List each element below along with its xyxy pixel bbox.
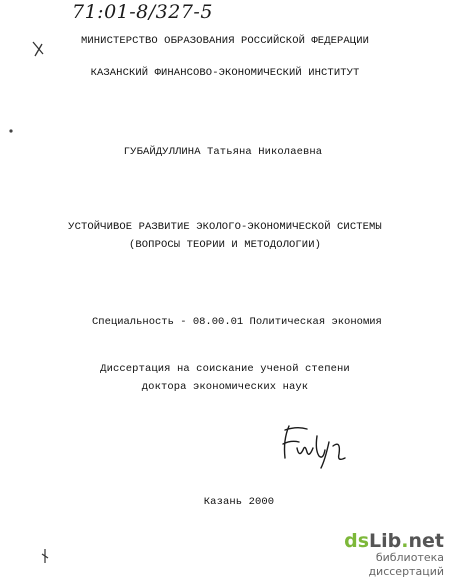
watermark-subtitle: библиотека диссертаций — [368, 551, 444, 578]
place-and-year: Казань 2000 — [203, 496, 275, 508]
scan-mark-icon — [40, 548, 50, 564]
dissertation-title-line-2: (ВОПРОСЫ ТЕОРИИ И МЕТОДОЛОГИИ) — [128, 239, 322, 251]
degree-line-2: доктора экономических наук — [141, 381, 309, 393]
watermark-logo: dsLib.net — [344, 530, 444, 552]
dissertation-title-line-1: УСТОЙЧИВОЕ РАЗВИТИЕ ЭКОЛОГО-ЭКОНОМИЧЕСКОЙ СИСТЕМЫ — [68, 221, 382, 233]
scan-dot-icon — [8, 128, 14, 134]
ministry-name: МИНИСТЕРСТВО ОБРАЗОВАНИЯ РОССИЙСКОЙ ФЕДЕРАЦИИ — [80, 35, 370, 47]
author-name: ГУБАЙДУЛЛИНА Татьяна Николаевна — [123, 146, 323, 158]
specialty: Специальность - 08.00.01 Политическая экономия — [92, 316, 382, 328]
dslib-watermark — [314, 531, 444, 579]
degree-line-1: Диссертация на соискание ученой степени — [100, 363, 350, 375]
catalog-number: 71:01-8/327-5 — [72, 1, 213, 23]
institute-name: КАЗАНСКИЙ ФИНАНСОВО-ЭКОНОМИЧЕСКИЙ ИНСТИТУТ — [90, 67, 360, 79]
signature-image — [275, 420, 355, 470]
